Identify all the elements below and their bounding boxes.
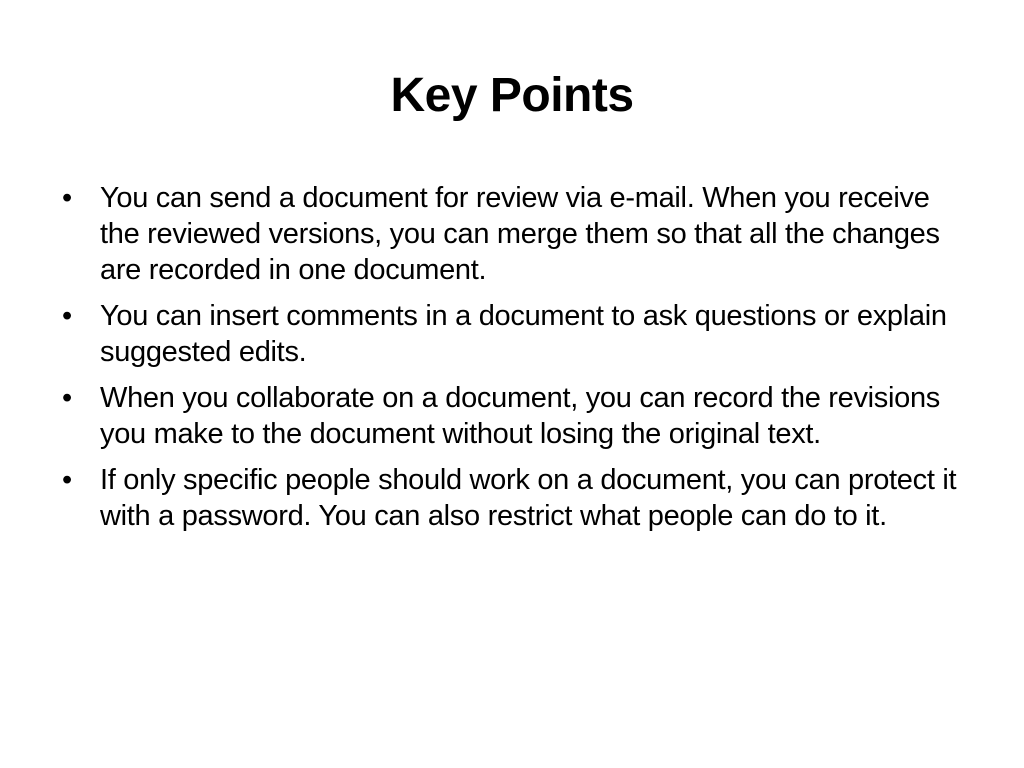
slide-title: Key Points (390, 69, 634, 122)
bullet-text: If only specific people should work on a document, you can protect it with a password. You can also restrict what people can do to it. (100, 464, 957, 532)
bullet-item (56, 462, 976, 534)
bullet-item (56, 180, 976, 288)
bullet-item (56, 298, 976, 370)
bullet-icon: • (62, 300, 72, 332)
bullet-list (56, 180, 976, 544)
bullet-text: You can send a document for review via e-mail. When you receive the reviewed versions, you can merge them so that all the changes are recorded in one document. (100, 182, 940, 286)
bullet-item (56, 380, 976, 452)
bullet-text: When you collaborate on a document, you can record the revisions you make to the document without losing the original text. (100, 382, 941, 450)
bullet-icon: • (62, 182, 72, 214)
bullet-icon: • (62, 382, 72, 414)
bullet-icon: • (62, 464, 72, 496)
bullet-text: You can insert comments in a document to ask questions or explain suggested edits. (100, 300, 947, 368)
